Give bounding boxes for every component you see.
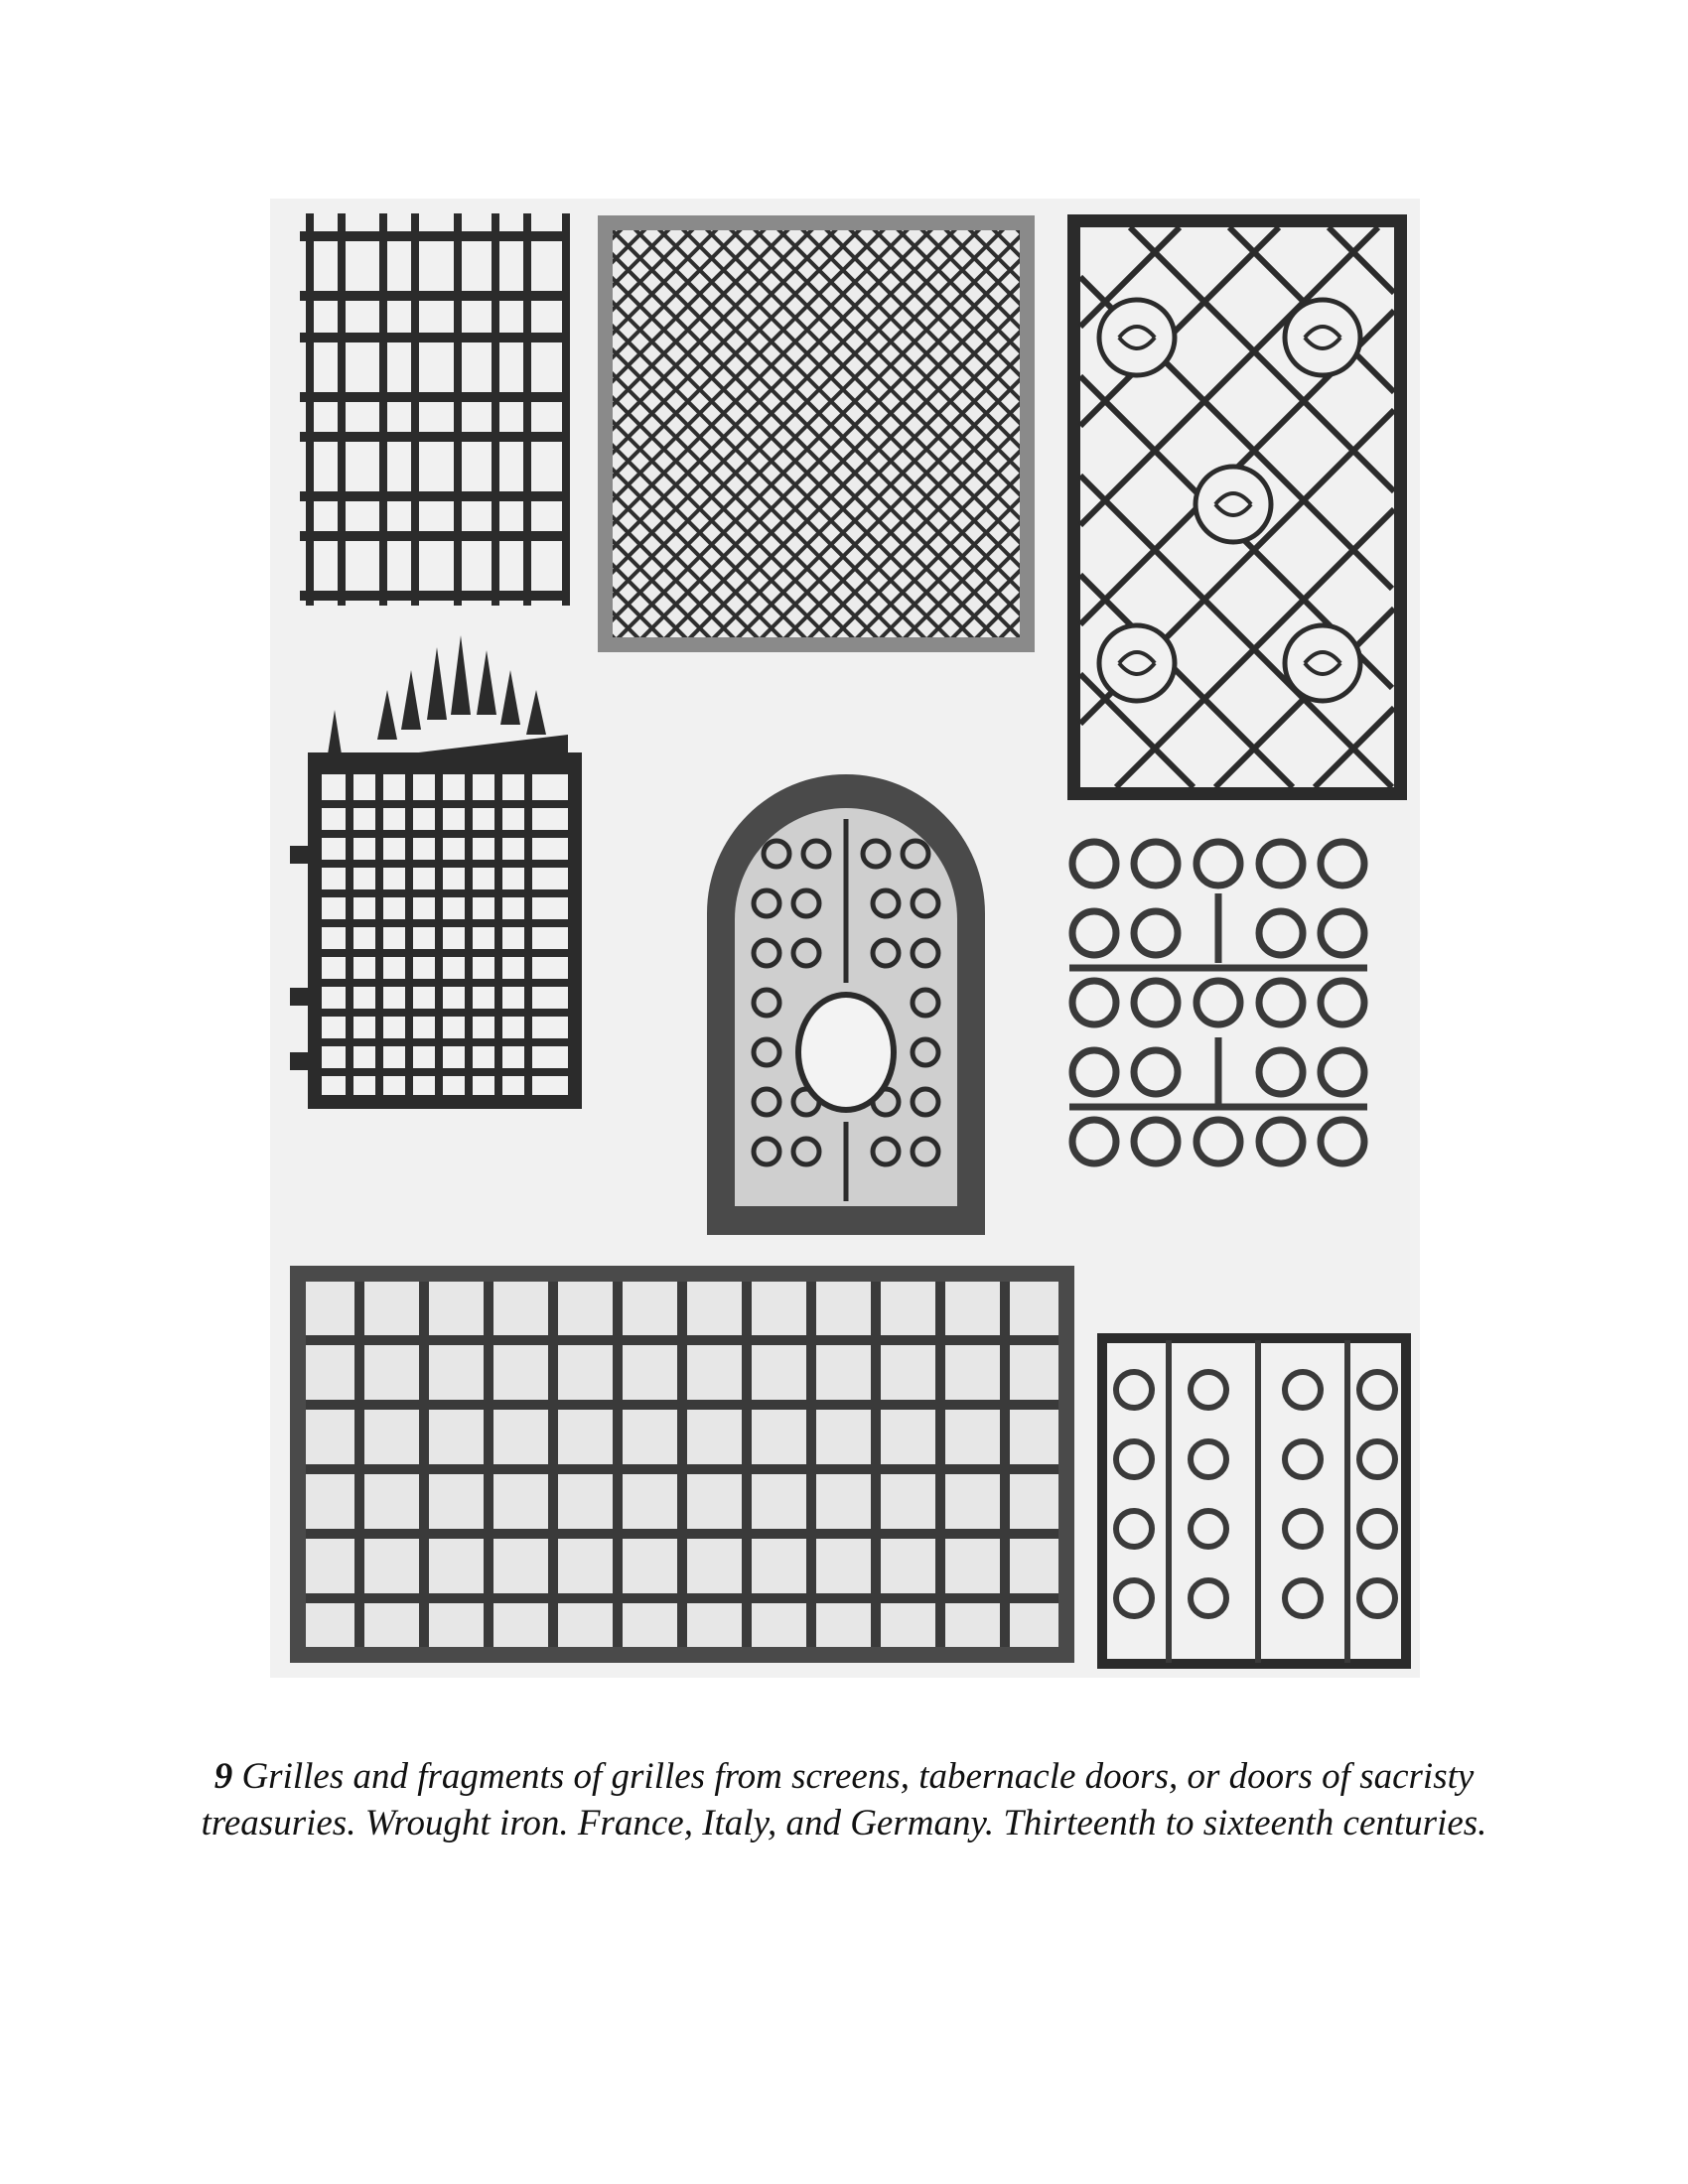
grille-square-grid: [300, 213, 568, 606]
figure-caption-text: Grilles and fragments of grilles from screens, tabernacle doors, or doors of sacristy treasuries. Wrought iron. France, Italy, and Germany. Thirteenth to sixteenth centuries.: [201, 1756, 1487, 1843]
figure-caption: [149, 1753, 1539, 1846]
grille-scrollwork: [1069, 842, 1367, 1163]
figure-number: 9: [213, 1756, 233, 1797]
grille-spiked-cresting: [290, 635, 575, 1102]
grille-arched-tabernacle-door: [707, 774, 985, 1235]
grilles-photo-plate: [270, 199, 1420, 1678]
grille-fine-lattice: [598, 215, 1035, 652]
grille-small-scroll: [1102, 1338, 1406, 1664]
grilles-illustration: [270, 199, 1420, 1678]
grille-diamond-roundels: [1067, 214, 1407, 800]
grille-quatrefoil-panel: [290, 1266, 1074, 1663]
